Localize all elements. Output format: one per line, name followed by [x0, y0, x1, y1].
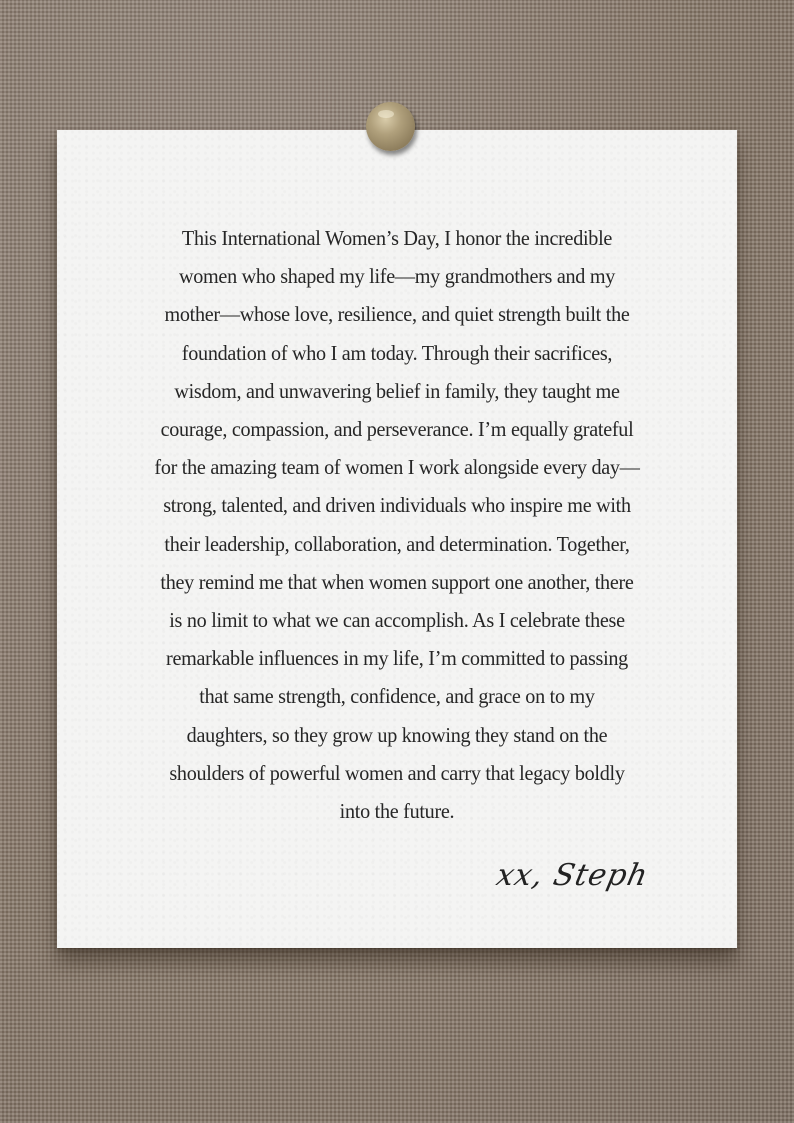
letter-line: is no limit to what we can accomplish. As I celebrate these: [169, 608, 625, 633]
letter-line: into the future.: [339, 799, 455, 824]
letter-line: mother—whose love, resilience, and quiet strength built the: [164, 302, 630, 327]
letter-line: strong, talented, and driven individuals who inspire me with: [163, 493, 631, 518]
letter-line: daughters, so they grow up knowing they stand on the: [186, 722, 608, 747]
letter-line: courage, compassion, and perseverance. I’m equally grateful: [160, 417, 634, 442]
thumbtack-icon: [366, 102, 415, 151]
letter-line: remarkable influences in my life, I’m committed to passing: [166, 646, 628, 671]
letter-line: shoulders of powerful women and carry that legacy boldly: [169, 760, 625, 785]
letter-line: foundation of who I am today. Through their sacrifices,: [181, 340, 613, 365]
signature: xx, Steph: [493, 858, 652, 893]
letter-body: [57, 219, 737, 830]
letter-line: for the amazing team of women I work alongside every day—: [154, 455, 640, 480]
letter-line: This International Women’s Day, I honor the incredible: [181, 226, 613, 250]
letter-line: women who shaped my life—my grandmothers and my: [178, 264, 616, 289]
letter-line: that same strength, confidence, and grace on to my: [199, 684, 595, 709]
letter-line: wisdom, and unwavering belief in family, they taught me: [174, 378, 620, 403]
letter-line: they remind me that when women support one another, there: [160, 569, 634, 594]
letter-line: their leadership, collaboration, and determination. Together,: [164, 531, 630, 556]
